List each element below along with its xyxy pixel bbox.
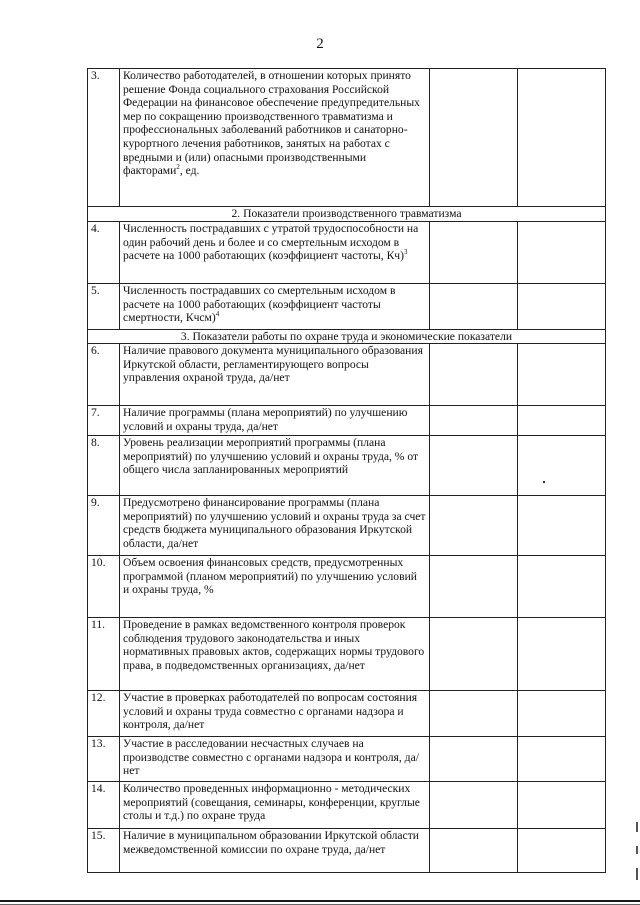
scan-margin-mark (636, 868, 638, 880)
section-header-row (88, 207, 606, 222)
value-cell-1 (430, 737, 518, 782)
value-cell-1 (430, 782, 518, 829)
indicator-text-cell (120, 69, 430, 207)
indicator-text-cell (120, 618, 430, 691)
indicator-text: Наличие правового документа муниципального образования Иркутской области, регламентирующего вопросы управления охраной труда, да/нет (123, 344, 423, 385)
indicator-text-cell (120, 691, 430, 737)
scan-margin-mark (636, 846, 638, 854)
indicator-text-cell (120, 556, 430, 618)
table-row (88, 618, 606, 691)
indicator-text-cell (120, 782, 430, 829)
row-number: 11. (88, 618, 120, 691)
table-row (88, 691, 606, 737)
footnote-marker: 3 (404, 248, 408, 257)
value-cell-2 (518, 69, 606, 207)
value-cell-1 (430, 618, 518, 691)
value-cell-1 (430, 284, 518, 330)
indicator-unit: , ед. (179, 164, 200, 178)
row-number: 13. (88, 737, 120, 782)
indicator-text: Количество проведенных информационно - методических мероприятий (совещания, семинары, конференции, круглые столы и т.д.) по охране труда (123, 782, 420, 823)
row-number: 8. (88, 436, 120, 496)
table-row (88, 829, 606, 873)
row-number: 9. (88, 496, 120, 556)
indicator-text: Уровень реализации мероприятий программы (плана мероприятий) по улучшению условий и охраны труда, % от общего числа запланированных мероприятий (123, 436, 419, 477)
page-number: 2 (316, 36, 324, 52)
indicator-text-cell (120, 829, 430, 873)
value-cell-1 (430, 556, 518, 618)
row-number: 5. (88, 284, 120, 330)
footnote-marker: 2 (176, 163, 180, 172)
value-cell-2 (518, 406, 606, 436)
row-number: 15. (88, 829, 120, 873)
value-cell-1 (430, 436, 518, 496)
table-row (88, 69, 606, 207)
value-cell-2 (518, 618, 606, 691)
indicator-text: Численность пострадавших с утратой трудоспособности на один рабочий день и более и со смертельным исходом в расчете на 1000 работающих (коэффициент частоты, Кч) (123, 222, 419, 263)
value-cell-1 (430, 829, 518, 873)
indicator-text-cell (120, 284, 430, 330)
indicator-text: Участие в проверках работодателей по вопросам состояния условий и охраны труда совместно с органами надзора и контроля, да/нет (123, 691, 418, 732)
table-row (88, 556, 606, 618)
indicator-text: Предусмотрено финансирование программы (плана мероприятий) по улучшению условий и охраны труда за счет средств бюджета муниципального образования Иркутской области, да/нет (123, 496, 426, 550)
row-number: 14. (88, 782, 120, 829)
indicator-text-cell (120, 222, 430, 284)
table-row (88, 496, 606, 556)
value-cell-2 (518, 436, 606, 496)
table-row (88, 406, 606, 436)
row-number: 12. (88, 691, 120, 737)
value-cell-2 (518, 222, 606, 284)
value-cell-2 (518, 284, 606, 330)
row-number: 6. (88, 344, 120, 406)
value-cell-2 (518, 782, 606, 829)
indicator-text-cell (120, 344, 430, 406)
indicator-text: Количество работодателей, в отношении которых принято решение Фонда социального страхования Российской Федерации на финансовое обеспечение предупредительных мер по сокращению производственного травматизма и профессиональных заболеваний работников и санаторно-курортного лечения работников, занятых на работах с вредными и (или) опасными производственными факторами (123, 69, 420, 178)
table-row (88, 344, 606, 406)
table-row (88, 436, 606, 496)
value-cell-2 (518, 496, 606, 556)
section-header-row (88, 330, 606, 344)
value-cell-2 (518, 691, 606, 737)
row-number: 10. (88, 556, 120, 618)
indicator-text: Численность пострадавших со смертельным исходом в расчете на 1000 работающих (коэффициент частоты смертности, Кчсм) (123, 284, 396, 325)
indicators-table (87, 68, 606, 873)
value-cell-1 (430, 691, 518, 737)
table-row (88, 737, 606, 782)
scan-speck (543, 481, 545, 483)
value-cell-1 (430, 406, 518, 436)
table-row (88, 284, 606, 330)
value-cell-1 (430, 344, 518, 406)
row-number: 7. (88, 406, 120, 436)
row-number: 4. (88, 222, 120, 284)
value-cell-2 (518, 737, 606, 782)
value-cell-1 (430, 69, 518, 207)
indicator-text: Участие в расследовании несчастных случаев на производстве совместно с органами надзора и контроля, да/нет (123, 737, 419, 778)
footnote-marker: 4 (215, 310, 220, 319)
indicator-text: Объем освоения финансовых средств, предусмотренных программой (планом мероприятий) по улучшению условий и охраны труда, % (123, 556, 417, 597)
value-cell-2 (518, 556, 606, 618)
value-cell-2 (518, 344, 606, 406)
value-cell-1 (430, 496, 518, 556)
scan-bottom-edge (0, 900, 640, 902)
section-title: 3. Показатели работы по охране труда и экономические показатели (88, 330, 606, 344)
indicator-text-cell (120, 436, 430, 496)
indicator-text: Наличие программы (плана мероприятий) по улучшению условий и охраны труда, да/нет (123, 406, 408, 433)
scan-margin-mark (636, 822, 638, 832)
indicator-text: Проведение в рамках ведомственного контроля проверок соблюдения трудового законодательства и иных нормативных правовых актов, содержащих нормы трудового права, в подведомственных организациях, да/нет (123, 618, 425, 672)
value-cell-2 (518, 829, 606, 873)
table-row (88, 782, 606, 829)
value-cell-1 (430, 222, 518, 284)
indicator-text-cell (120, 737, 430, 782)
table-row (88, 222, 606, 284)
indicator-text-cell (120, 406, 430, 436)
section-title: 2. Показатели производственного травматизма (88, 207, 606, 222)
row-number: 3. (88, 69, 120, 207)
indicators-table-body (88, 69, 606, 873)
indicator-text-cell (120, 496, 430, 556)
indicator-text: Наличие в муниципальном образовании Иркутской области межведомственной комиссии по охране труда, да/нет (123, 829, 419, 856)
